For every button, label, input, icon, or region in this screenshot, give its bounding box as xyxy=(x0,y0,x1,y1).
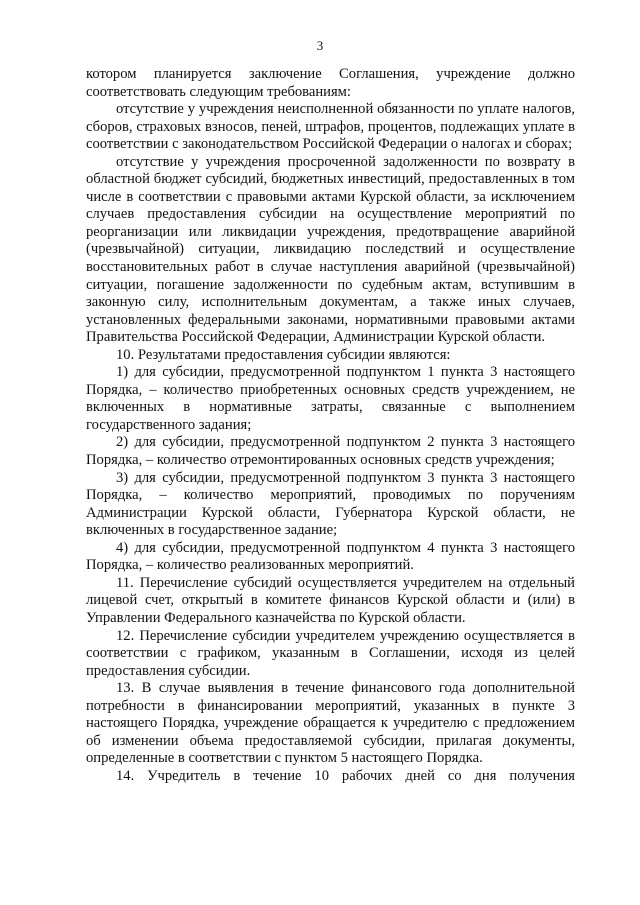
paragraph-no-overdue-debt: отсутствие у учреждения просроченной задолженности по возврату в областной бюджет субсидий, бюджетных инвестиций, предоставленных в том числе в соответствии с правовыми актами Курской области, за исключением случаев предоставления субсидии на осуществление мероприятий по реорганизации или ликвидации учреждения, предотвращение аварийной (чрезвычайной) ситуации, ликвидацию последствий и осуществление восстановительных работ в случае наступления аварийной (чрезвычайной) ситуации, погашение задолженности по судебным актам, вступившим в законную силу, исполнительным документам, а также иных случаев, установленных федеральными законами, нормативными правовыми актами Правительства Российской Федерации, Администрации Курской области. xyxy=(86,153,575,346)
paragraph-item-10: 10. Результатами предоставления субсидии являются: xyxy=(116,346,451,363)
paragraph-item-14: 14. Учредитель в течение 10 рабочих дней со дня получения xyxy=(116,767,575,784)
paragraph-requirements-intro: котором планируется заключение Соглашения, учреждение должно соответствовать следующим требованиям: xyxy=(86,66,575,100)
paragraph-item-13: 13. В случае выявления в течение финансового года дополнительной потребности в финансировании мероприятий, указанных в пункте 3 настоящего Порядка, учреждение обращается к учредителю с предложением об изменении объема предоставляемой субсидии, прилагая документы, определенные в соответствии с пунктом 5 настоящего Порядка. xyxy=(86,680,575,767)
paragraph-item-10-2: 2) для субсидии, предусмотренной подпунктом 2 пункта 3 настоящего Порядка, – количество отремонтированных основных средств учреждения; xyxy=(86,434,575,469)
paragraph-item-10-1: 1) для субсидии, предусмотренной подпунктом 1 пункта 3 настоящего Порядка, – количество приобретенных основных средств учреждением, не включенных в нормативные затраты, связанные с выполнением государственного задания; xyxy=(86,364,575,433)
paragraph-no-tax-debt: отсутствие у учреждения неисполненной обязанности по уплате налогов, сборов, страховых взносов, пеней, штрафов, процентов, подлежащих уплате в соответствии с законодательством Российской Федерации о налогах и сборах; xyxy=(86,101,575,153)
paragraph-item-11: 11. Перечисление субсидий осуществляется учредителем на отдельный лицевой счет, открытый в комитете финансов Курской области и (или) в Управлении Федерального казначейства по Курской области. xyxy=(86,574,575,626)
paragraph-item-10-3: 3) для субсидии, предусмотренной подпунктом 3 пункта 3 настоящего Порядка, – количество мероприятий, проводимых по поручениям Администрации Курской области, Губернатора Курской области, не включенных в государственное задание; xyxy=(86,469,575,539)
paragraph-item-12: 12. Перечисление субсидии учредителем учреждению осуществляется в соответствии с графиком, указанным в Соглашении, исходя из целей предоставления субсидии. xyxy=(86,627,575,679)
page-number: 3 xyxy=(316,38,324,53)
paragraph-item-10-4: 4) для субсидии, предусмотренной подпунктом 4 пункта 3 настоящего Порядка, – количество реализованных мероприятий. xyxy=(86,539,575,574)
document-body xyxy=(86,66,575,785)
